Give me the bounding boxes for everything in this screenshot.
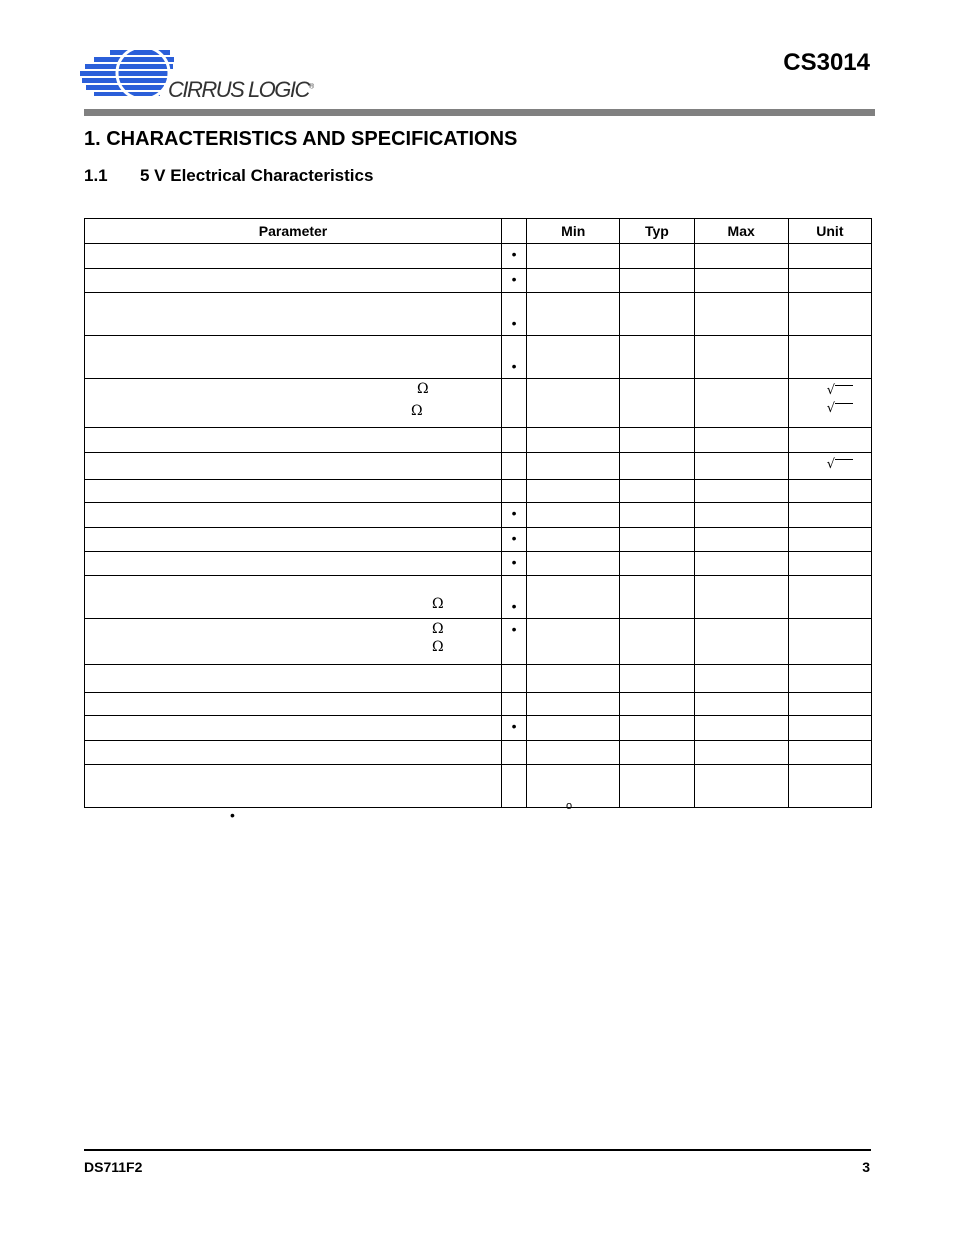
cell-min	[527, 528, 620, 552]
subsection-label: 5 V Electrical Characteristics	[140, 166, 374, 185]
cell-symbol	[502, 269, 527, 293]
cell-parameter	[85, 269, 502, 293]
spec-table-body	[85, 244, 872, 808]
footer-divider	[84, 1149, 871, 1151]
cell-typ	[620, 576, 694, 619]
subsection-title	[84, 166, 373, 186]
cell-typ	[620, 741, 694, 765]
cell-typ	[620, 379, 694, 428]
cell-max	[694, 528, 788, 552]
header-unit: Unit	[788, 219, 871, 244]
table-row	[85, 665, 872, 693]
condition-bullet: •	[511, 718, 517, 734]
cell-symbol	[502, 665, 527, 693]
table-header-row	[85, 219, 872, 244]
cell-max	[694, 765, 788, 808]
cell-parameter	[85, 336, 502, 379]
cell-min	[527, 665, 620, 693]
condition-bullet: •	[511, 505, 517, 521]
condition-bullet: •	[511, 271, 517, 287]
cell-min	[527, 619, 620, 665]
sqrt-hz-symbol: √	[827, 401, 853, 416]
condition-bullet: •	[511, 530, 517, 546]
cell-symbol	[502, 336, 527, 379]
cell-parameter	[85, 480, 502, 503]
table-row	[85, 619, 872, 665]
header-max: Max	[694, 219, 788, 244]
condition-bullet: •	[511, 315, 517, 331]
table-row	[85, 552, 872, 576]
omega-symbol: Ω	[432, 621, 444, 637]
cell-unit	[788, 244, 871, 269]
cell-symbol	[502, 293, 527, 336]
cell-unit	[788, 269, 871, 293]
cell-max	[694, 244, 788, 269]
cell-parameter	[85, 453, 502, 480]
cell-max	[694, 741, 788, 765]
cell-unit	[788, 379, 871, 428]
cell-min	[527, 269, 620, 293]
cell-unit	[788, 716, 871, 741]
cell-parameter	[85, 693, 502, 716]
cell-parameter	[85, 765, 502, 808]
cell-typ	[620, 336, 694, 379]
cell-symbol	[502, 576, 527, 619]
cell-unit	[788, 293, 871, 336]
cell-unit	[788, 336, 871, 379]
header-typ: Typ	[620, 219, 694, 244]
cell-parameter	[85, 716, 502, 741]
cell-max	[694, 269, 788, 293]
cell-unit	[788, 741, 871, 765]
logo-globe-icon	[80, 47, 174, 99]
cell-typ	[620, 428, 694, 453]
cell-unit	[788, 428, 871, 453]
footer-doc-id: DS711F2	[84, 1159, 143, 1175]
table-row	[85, 503, 872, 528]
table-row	[85, 576, 872, 619]
cell-typ	[620, 619, 694, 665]
cell-unit	[788, 480, 871, 503]
cell-unit	[788, 503, 871, 528]
cell-max	[694, 693, 788, 716]
cell-symbol	[502, 453, 527, 480]
omega-symbol: Ω	[411, 403, 423, 419]
sqrt-hz-symbol: √	[827, 383, 853, 398]
condition-bullet: •	[511, 621, 517, 637]
cell-symbol	[502, 528, 527, 552]
cell-min	[527, 765, 620, 808]
cell-unit	[788, 528, 871, 552]
cell-max	[694, 619, 788, 665]
cell-max	[694, 503, 788, 528]
section-title: 1. CHARACTERISTICS AND SPECIFICATIONS	[84, 128, 518, 150]
cell-min	[527, 293, 620, 336]
cell-symbol	[502, 503, 527, 528]
cell-symbol	[502, 693, 527, 716]
table-row	[85, 244, 872, 269]
cell-min	[527, 716, 620, 741]
cell-unit	[788, 552, 871, 576]
omega-symbol: Ω	[417, 381, 429, 397]
note-degree-symbol: o	[566, 800, 573, 812]
cell-typ	[620, 453, 694, 480]
table-row	[85, 693, 872, 716]
condition-bullet: •	[511, 358, 517, 374]
cell-unit	[788, 765, 871, 808]
cell-max	[694, 480, 788, 503]
cell-symbol	[502, 244, 527, 269]
cell-unit	[788, 665, 871, 693]
cell-min	[527, 244, 620, 269]
cell-symbol	[502, 741, 527, 765]
cell-typ	[620, 716, 694, 741]
cell-parameter	[85, 379, 502, 428]
cell-unit	[788, 693, 871, 716]
condition-bullet: •	[511, 246, 517, 262]
cell-max	[694, 665, 788, 693]
cell-parameter	[85, 428, 502, 453]
cell-parameter	[85, 503, 502, 528]
logo-wordmark: CIRRUS LOGIC®	[168, 77, 315, 102]
table-row	[85, 336, 872, 379]
cell-symbol	[502, 765, 527, 808]
cell-typ	[620, 269, 694, 293]
cell-symbol	[502, 480, 527, 503]
table-row	[85, 379, 872, 428]
cell-unit	[788, 576, 871, 619]
cell-symbol	[502, 552, 527, 576]
cell-symbol	[502, 428, 527, 453]
note-bullet: •	[230, 807, 235, 823]
cell-parameter	[85, 528, 502, 552]
header-min: Min	[527, 219, 620, 244]
cell-max	[694, 716, 788, 741]
table-row	[85, 528, 872, 552]
cell-parameter	[85, 293, 502, 336]
table-row	[85, 293, 872, 336]
omega-symbol: Ω	[432, 639, 444, 655]
table-row	[85, 765, 872, 808]
cell-min	[527, 336, 620, 379]
cell-parameter	[85, 619, 502, 665]
cell-parameter	[85, 244, 502, 269]
sqrt-hz-symbol: √	[827, 457, 853, 472]
header-symbol	[502, 219, 527, 244]
table-row	[85, 269, 872, 293]
cell-symbol	[502, 716, 527, 741]
cell-typ	[620, 693, 694, 716]
table-row	[85, 716, 872, 741]
condition-bullet: •	[511, 598, 517, 614]
cell-min	[527, 428, 620, 453]
cell-max	[694, 453, 788, 480]
cell-parameter	[85, 741, 502, 765]
cell-min	[527, 503, 620, 528]
cell-typ	[620, 528, 694, 552]
subsection-number: 1.1	[84, 166, 108, 185]
table-row	[85, 480, 872, 503]
cell-max	[694, 576, 788, 619]
cell-symbol	[502, 619, 527, 665]
cell-typ	[620, 480, 694, 503]
cell-parameter	[85, 552, 502, 576]
cell-max	[694, 336, 788, 379]
header-divider	[84, 109, 875, 116]
cell-min	[527, 552, 620, 576]
cell-symbol	[502, 379, 527, 428]
cell-typ	[620, 765, 694, 808]
cell-min	[527, 453, 620, 480]
footer-page-number: 3	[862, 1159, 870, 1175]
cell-parameter	[85, 665, 502, 693]
cell-unit	[788, 453, 871, 480]
part-number: CS3014	[783, 49, 870, 76]
cell-min	[527, 379, 620, 428]
cell-min	[527, 741, 620, 765]
cell-unit	[788, 619, 871, 665]
cell-typ	[620, 244, 694, 269]
cell-min	[527, 693, 620, 716]
header-parameter: Parameter	[85, 219, 502, 244]
cell-typ	[620, 293, 694, 336]
cell-max	[694, 293, 788, 336]
cell-parameter	[85, 576, 502, 619]
cell-min	[527, 576, 620, 619]
table-row	[85, 428, 872, 453]
spec-table	[84, 218, 872, 808]
cell-max	[694, 428, 788, 453]
table-row	[85, 453, 872, 480]
condition-bullet: •	[511, 554, 517, 570]
cell-min	[527, 480, 620, 503]
omega-symbol: Ω	[432, 596, 444, 612]
cell-typ	[620, 665, 694, 693]
cell-max	[694, 552, 788, 576]
cell-typ	[620, 552, 694, 576]
cell-max	[694, 379, 788, 428]
cell-typ	[620, 503, 694, 528]
table-row	[85, 741, 872, 765]
